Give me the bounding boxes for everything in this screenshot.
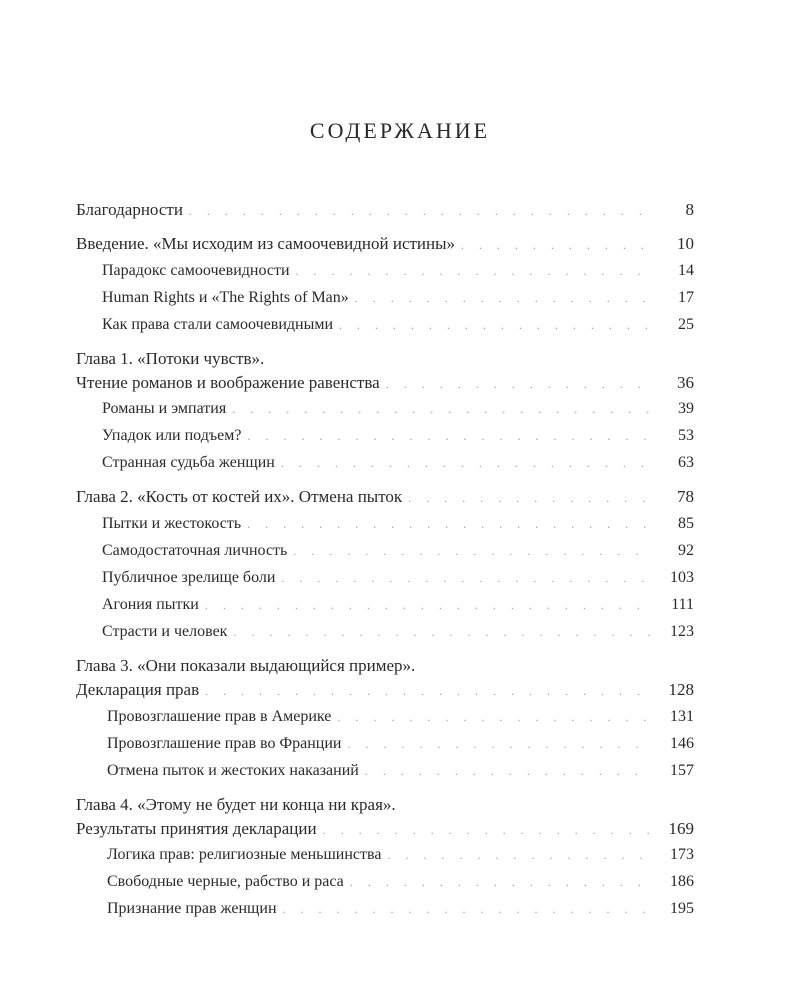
toc-entry-page: 146 xyxy=(670,735,694,752)
toc-entry-title: Введение. «Мы исходим из самоочевидной истины» xyxy=(76,234,456,253)
toc-entry-page: 14 xyxy=(678,262,694,279)
toc-entry-page: 92 xyxy=(678,542,694,559)
dot-leader xyxy=(355,286,654,310)
toc-entry-chapter-4[interactable] xyxy=(76,817,694,841)
toc-entry-title: Декларация прав xyxy=(76,680,200,699)
dot-leader xyxy=(205,593,654,617)
toc-entry-page: 173 xyxy=(670,846,694,863)
toc-subentry[interactable] xyxy=(102,566,694,590)
dot-leader xyxy=(293,539,654,563)
toc-chapter-1-heading[interactable]: Глава 1. «Потоки чувств». xyxy=(76,349,265,368)
toc-entry-title: Логика прав: религиозные меньшинства xyxy=(107,846,382,863)
contents-heading: СОДЕРЖАНИЕ xyxy=(309,118,491,143)
toc-entry-page: 63 xyxy=(678,454,694,471)
toc-subentry[interactable] xyxy=(107,759,694,783)
toc-subentry[interactable] xyxy=(102,539,694,563)
toc-entry-page: 8 xyxy=(685,200,694,219)
toc-entry-page: 17 xyxy=(678,289,694,306)
dot-leader xyxy=(365,759,654,783)
toc-entry-page: 195 xyxy=(670,900,694,917)
dot-leader xyxy=(408,486,654,510)
toc-entry-page: 128 xyxy=(668,680,694,699)
toc-entry-title: Признание прав женщин xyxy=(107,900,277,917)
toc-entry-title: Романы и эмпатия xyxy=(102,400,227,417)
toc-entry-acknowledgements[interactable] xyxy=(76,198,694,222)
toc-subentry[interactable] xyxy=(102,512,694,536)
toc-entry-title: Результаты принятия декларации xyxy=(76,819,317,838)
toc-entry-title: Страсти и человек xyxy=(102,623,228,640)
dot-leader xyxy=(232,397,654,421)
toc-entry-page: 103 xyxy=(670,569,694,586)
toc-entry-title: Публичное зрелище боли xyxy=(102,569,276,586)
toc-entry-page: 53 xyxy=(678,427,694,444)
dot-leader xyxy=(233,620,654,644)
toc-entry-chapter-3[interactable] xyxy=(76,678,694,702)
dot-leader xyxy=(323,818,654,842)
toc-entry-page: 169 xyxy=(668,819,694,838)
toc-entry-title: Странная судьба женщин xyxy=(102,454,275,471)
toc-entry-page: 25 xyxy=(678,316,694,333)
toc-subentry[interactable] xyxy=(107,897,694,921)
dot-leader xyxy=(281,566,654,590)
toc-entry-title: Упадок или подъем? xyxy=(102,427,242,444)
toc-subentry[interactable] xyxy=(102,397,694,421)
toc-chapter-3-heading[interactable]: Глава 3. «Они показали выдающийся пример». xyxy=(76,656,416,675)
toc-subentry[interactable] xyxy=(102,451,694,475)
toc-entry-chapter-1[interactable] xyxy=(76,371,694,395)
dot-leader xyxy=(347,732,654,756)
toc-chapter-4-heading[interactable]: Глава 4. «Этому не будет ни конца ни края». xyxy=(76,795,396,814)
toc-subentry[interactable] xyxy=(102,593,694,617)
dot-leader xyxy=(386,372,654,396)
toc-entry-title: Пытки и жестокость xyxy=(102,515,242,532)
toc-entry-page: 10 xyxy=(677,234,694,253)
dot-leader xyxy=(350,870,654,894)
toc-subentry[interactable] xyxy=(107,732,694,756)
toc-entry-page: 39 xyxy=(678,400,694,417)
toc-entry-page: 157 xyxy=(670,762,694,779)
dot-leader xyxy=(281,451,654,475)
toc-entry-title: Свободные черные, рабство и раса xyxy=(107,873,344,890)
toc-entry-title: Как права стали самоочевидными xyxy=(102,316,334,333)
toc-entry-page: 123 xyxy=(670,623,694,640)
toc-entry-title: Агония пытки xyxy=(102,596,199,613)
dot-leader xyxy=(205,679,654,703)
toc-entry-page: 186 xyxy=(670,873,694,890)
dot-leader xyxy=(247,424,654,448)
dot-leader xyxy=(339,313,654,337)
toc-subentry[interactable] xyxy=(107,843,694,867)
toc-entry-title: Human Rights и «The Rights of Man» xyxy=(102,289,349,306)
toc-entry-title: Глава 2. «Кость от костей их». Отмена пыток xyxy=(76,487,403,506)
dot-leader xyxy=(461,233,654,257)
toc-entry-page: 131 xyxy=(670,708,694,725)
toc-entry-title: Самодостаточная личность xyxy=(102,542,288,559)
toc-subentry[interactable] xyxy=(102,620,694,644)
toc-entry-page: 36 xyxy=(677,373,694,392)
toc-entry-title: Парадокс самоочевидности xyxy=(102,262,290,279)
dot-leader xyxy=(337,705,654,729)
toc-entry-title: Провозглашение прав в Америке xyxy=(107,708,332,725)
toc-subentry[interactable] xyxy=(102,424,694,448)
toc-entry-title: Чтение романов и воображение равенства xyxy=(76,373,380,392)
toc-entry-title: Провозглашение прав во Франции xyxy=(107,735,342,752)
dot-leader xyxy=(387,843,654,867)
dot-leader xyxy=(247,512,654,536)
toc-entry-page: 111 xyxy=(671,596,694,613)
toc-entry-page: 78 xyxy=(677,487,694,506)
toc-entry-introduction[interactable] xyxy=(76,232,694,256)
toc-subentry[interactable] xyxy=(102,313,694,337)
toc-subentry[interactable] xyxy=(102,259,694,283)
toc-subentry[interactable] xyxy=(102,286,694,310)
toc-entry-chapter-2[interactable] xyxy=(76,485,694,509)
toc-entry-title: Отмена пыток и жестоких наказаний xyxy=(107,762,359,779)
toc-entry-title: Благодарности xyxy=(76,200,183,219)
toc-entry-page: 85 xyxy=(678,515,694,532)
toc-subentry[interactable] xyxy=(107,870,694,894)
dot-leader xyxy=(296,259,654,283)
dot-leader xyxy=(189,199,654,223)
dot-leader xyxy=(283,897,655,921)
toc-subentry[interactable] xyxy=(107,705,694,729)
